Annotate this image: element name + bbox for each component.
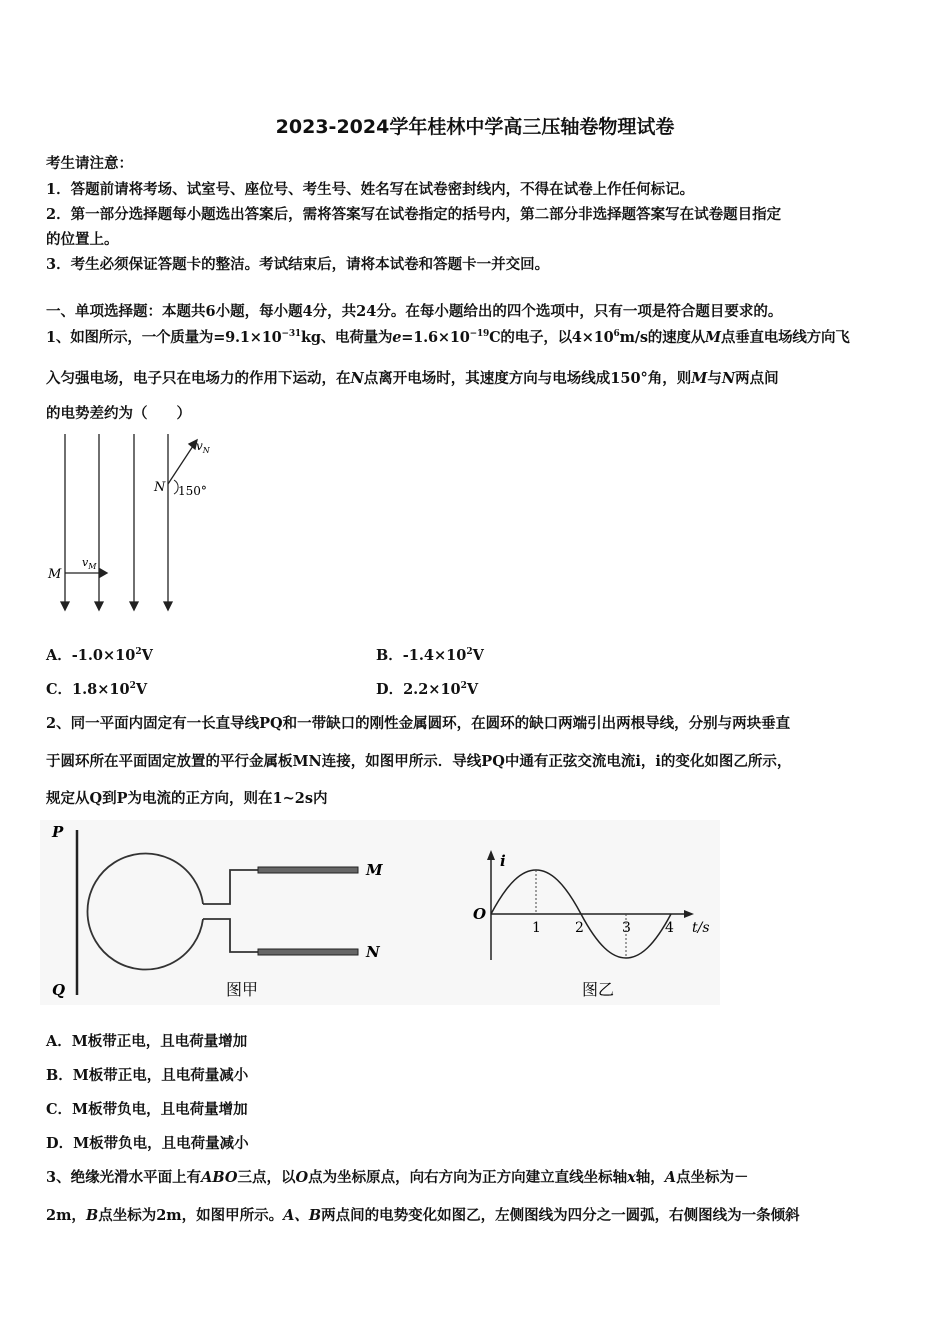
q1-text: 两点间 (735, 370, 779, 387)
P-label: P (52, 823, 64, 841)
q3-text: 轴， (635, 1169, 665, 1186)
q3-symbol: B (85, 1207, 99, 1224)
q3-text: 三点，以 (237, 1169, 296, 1186)
q3-text: 点坐标为－ (676, 1169, 749, 1186)
Q-label: Q (52, 981, 66, 999)
tick-3: 3 (622, 920, 631, 936)
vN-arrow (168, 446, 193, 484)
q3-symbol: ABO (201, 1169, 238, 1186)
q3-symbol: x (627, 1169, 636, 1186)
notice-item-3: 3．考生必须保证答题卡的整洁。考试结束后，请将本试卷和答题卡一并交回。 (46, 256, 550, 273)
q3-line1 (46, 1166, 749, 1187)
q1-exp: 6 (613, 329, 620, 340)
q1-text: 1、如图所示，一个质量为=9.1×10 (46, 329, 282, 346)
i-label: i (500, 852, 506, 870)
q1-symbol-N: N (350, 370, 364, 387)
angle-label: 150° (178, 484, 207, 498)
tick-1: 1 (532, 920, 541, 936)
field-arrow (130, 602, 138, 610)
t-label: t/s (692, 920, 710, 936)
q1-line2 (46, 367, 779, 388)
q1-option-b[interactable]: B．$-1.4\times 10^2V$ (376, 647, 484, 664)
q2-option-c[interactable]: C．M板带负电，且电荷量增加 (46, 1101, 248, 1118)
q3-text: 点坐标为2m，如图甲所示。 (98, 1207, 284, 1224)
q1-symbol-N: N (721, 370, 736, 387)
q2-line2: 于圆环所在平面固定放置的平行金属板MN连接，如图甲所示．导线PQ中通有正弦交流电流i，i的变化如图乙所示， (46, 753, 792, 770)
q1-symbol-M: M (705, 329, 721, 346)
q2-figures (40, 820, 720, 1005)
q3-text: 点为坐标原点，向右方向为正方向建立直线坐标轴 (308, 1169, 628, 1186)
q1-option-a[interactable]: A．$-1.0\times 10^2V$ (46, 647, 153, 664)
M-label: M (48, 567, 62, 582)
M-plate-label: M (366, 861, 383, 879)
q2-line3: 规定从Q到P为电流的正方向，则在1~2s内 (46, 790, 328, 807)
q3-symbol: A、B (283, 1207, 322, 1224)
q3-symbol: A (664, 1169, 677, 1186)
tick-4: 4 (665, 920, 674, 936)
plate-N (258, 949, 358, 955)
q3-text: 3、绝缘光滑水平面上有 (46, 1169, 202, 1186)
q3-line2 (46, 1204, 800, 1225)
vM-label: $v_M$ (82, 556, 97, 571)
q1-text: 入匀强电场，电子只在电场力的作用下运动，在 (46, 370, 351, 387)
N-label: N (154, 480, 166, 495)
field-arrow (164, 602, 172, 610)
q1-text: =1.6×10 (401, 329, 470, 346)
origin-label: O (473, 905, 487, 923)
q2-option-d[interactable]: D．M板带负电，且电荷量减小 (46, 1135, 249, 1152)
q1-text: m/s的速度从 (619, 329, 706, 346)
q1-option-d[interactable]: D．$2.2\times 10^2V$ (376, 681, 479, 698)
section-heading: 一、单项选择题：本题共6小题，每小题4分，共24分。在每小题给出的四个选项中，只有一项是符合题目要求的。 (46, 303, 783, 320)
q1-text: C的电子，以4×10 (489, 329, 614, 346)
q1-line3: 的电势差约为（ ） (46, 405, 191, 422)
q3-text: 两点间的电势变化如图乙，左侧图线为四分之一圆弧，右侧图线为一条倾斜 (321, 1207, 800, 1224)
caption-yi: 图乙 (582, 980, 615, 999)
notice-item-2-cont: 的位置上。 (46, 231, 119, 248)
q2-option-b[interactable]: B．M板带正电，且电荷量减小 (46, 1067, 249, 1084)
notice-heading: 考生请注意： (46, 155, 133, 172)
q3-symbol: O (295, 1169, 309, 1186)
N-plate-label: N (366, 943, 380, 961)
q2-option-a[interactable]: A．M板带正电，且电荷量增加 (46, 1033, 248, 1050)
field-arrow (95, 602, 103, 610)
notice-item-1: 1．答题前请将考场、试室号、座位号、考生号、姓名写在试卷密封线内，不得在试卷上作任何标记。 (46, 181, 695, 198)
q1-symbol-M: M (691, 370, 708, 387)
field-arrow (61, 602, 69, 610)
figure-background (40, 820, 720, 1005)
tick-2: 2 (575, 920, 584, 936)
notice-item-2: 2．第一部分选择题每小题选出答案后，需将答案写在试卷指定的括号内，第二部分非选择题答案写在试卷题目指定 (46, 206, 782, 223)
q1-exp: −31 (281, 329, 301, 340)
plate-M (258, 867, 358, 873)
q1-option-c[interactable]: C．$1.8\times 10^2V$ (46, 681, 148, 698)
q1-line1 (46, 326, 850, 347)
vM-arrowhead (100, 569, 107, 577)
page-title: 2023-2024学年桂林中学高三压轴卷物理试卷 (275, 116, 675, 138)
q2-line1: 2、同一平面内固定有一长直导线PQ和一带缺口的刚性金属圆环，在圆环的缺口两端引出两根导线，分别与两块垂直 (46, 715, 791, 732)
caption-jia: 图甲 (226, 980, 259, 999)
q3-text: 2m， (46, 1207, 86, 1224)
q1-symbol-e: e (392, 329, 402, 346)
q1-exp: −19 (469, 329, 490, 340)
q1-text: kg、电荷量为 (300, 329, 393, 346)
q1-text: 点离开电场时，其速度方向与电场线成150°角，则 (363, 370, 692, 387)
q1-field-diagram (40, 432, 220, 617)
q1-text: 与 (707, 370, 722, 387)
q1-text: 点垂直电场线方向飞 (720, 329, 850, 346)
vN-label: $v_N$ (196, 439, 210, 455)
